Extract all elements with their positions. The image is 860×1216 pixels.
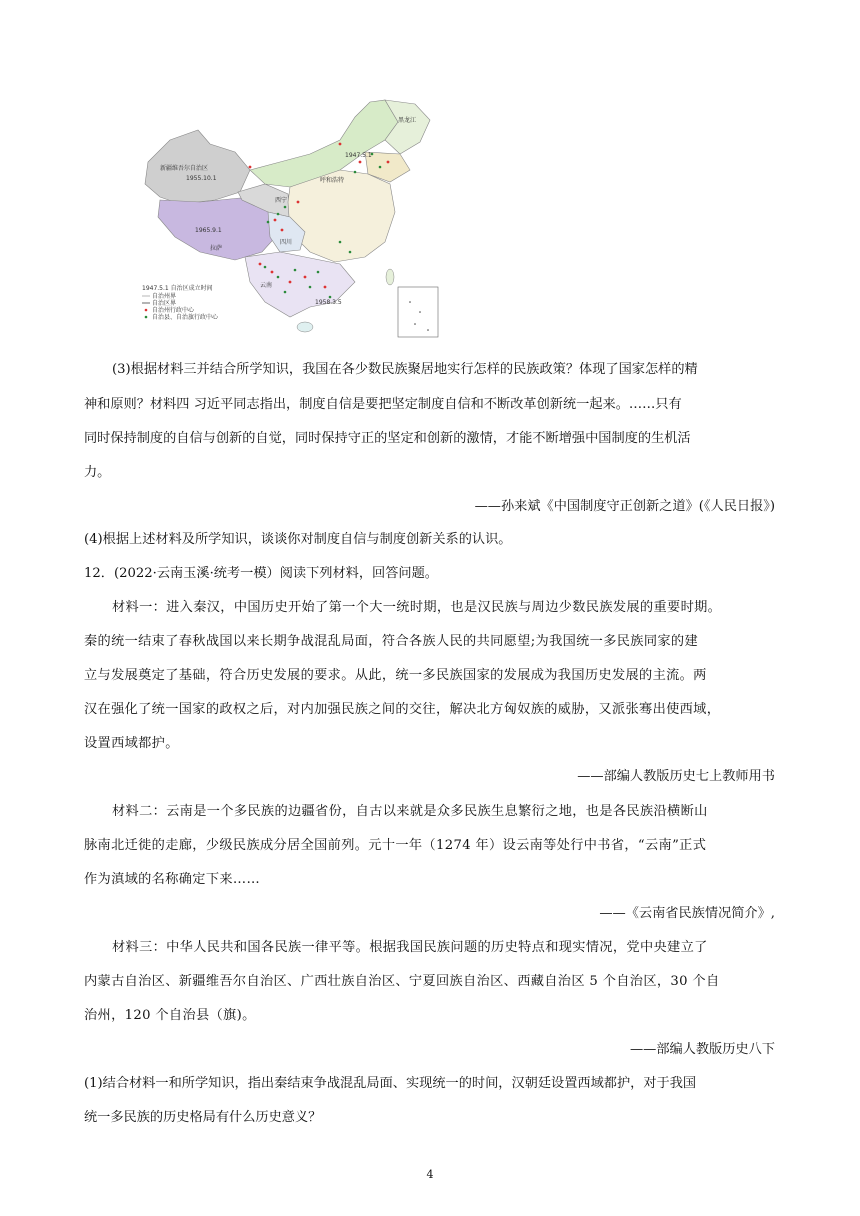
legend-item: 自治州行政中心 [152,307,195,314]
question-3-line-2: 神和原则？材料四 习近平同志指出，制度自信是要把坚定制度自信和不断改革创新统一起来。……只有 [84,397,682,412]
material-1-line-5: 设置西域都护。 [84,736,179,751]
question-1-line-2: 统一多民族的历史格局有什么历史意义？ [84,1110,322,1125]
question-4: (4)根据上述材料及所学知识，谈谈你对制度自信与制度创新关系的认识。 [84,532,512,547]
material-4-source: ——孙来斌《中国制度守正创新之道》(《人民日报》) [474,499,775,514]
material-2-source: ——《云南省民族情况简介》, [599,906,775,921]
map-label-guangxi-date: 1958.3.5 [315,299,342,306]
material-1-source: ——部编人教版历史七上教师用书 [577,769,775,784]
material-1-line-2: 秦的统一结束了春秋战国以来长期争战混乱局面，符合各族人民的共同愿望;为我国统一多民族同家的建 [84,634,698,649]
material-3-line-3: 治州，120 个自治县（旗)。 [84,1008,256,1023]
material-3-line-2: 内蒙古自治区、新疆维吾尔自治区、广西壮族自治区、宁夏回族自治区、西藏自治区 5 个自治区，30 个自 [84,974,720,989]
legend-item: 1947.5.1 自治区成立时间 [142,285,213,292]
map-label-lasa: 拉萨 [210,245,223,252]
legend-item: 自治州界 [152,293,177,300]
map-label-huhehaote: 呼和浩特 [320,177,345,184]
map-svg [140,92,445,342]
material-1-line-1: 材料一：进入秦汉，中国历史开始了第一个大一统时期，也是汉民族与周边少数民族发展的重要时期。 [112,600,722,615]
material-1-line-3: 立与发展奠定了基础，符合历史发展的要求。从此，统一多民族国家的发展成为我国历史发展的主流。两 [84,668,707,683]
material-2-line-3: 作为滇域的名称确定下来…… [84,872,260,887]
question-3-line-1: (3)根据材料三并结合所学知识，我国在各少数民族聚居地实行怎样的民族政策？体现了国家怎样的精 [112,362,698,377]
legend-item: 自治县、自治旗行政中心 [152,314,219,321]
map-label-xinjiang-date: 1955.10.1 [186,175,217,182]
map-label-xinjiang: 新疆维吾尔自治区 [160,165,209,172]
region-taiwan [386,269,394,285]
map-label-heilongjiang: 黑龙江 [398,117,417,124]
material-3-source: ——部编人教版历史八下 [629,1042,775,1057]
region-hainan [297,322,313,332]
question-12-heading: 12．(2022·云南玉溪·统考一模）阅读下列材料，回答问题。 [84,566,438,581]
map-label-neimenggu-date: 1947.5.1 [345,152,372,159]
material-1-line-4: 汉在强化了统一国家的政权之后，对内加强民族之间的交往，解决北方匈奴族的威胁，又派张骞出使西域， [84,702,721,717]
map-legend [142,284,219,321]
page-number: 4 [426,1168,434,1181]
map-label-yunnan: 云南 [260,282,273,289]
material-4-line-1: 同时保持制度的自信与创新的自觉，同时保持守正的坚定和创新的激情，才能不断增强中国制度的生机活 [84,431,691,446]
map-label-sichuan: 四川 [280,239,293,246]
material-2-line-1: 材料二：云南是一个多民族的边疆省份，自古以来就是众多民族生息繁衍之地，也是各民族沿横断山 [112,804,708,819]
material-3-line-1: 材料三：中华人民共和国各民族一律平等。根据我国民族问题的历史特点和现实情况，党中央建立了 [112,940,708,955]
material-2-line-2: 脉南北迁徙的走廊，少级民族成分居全国前列。元十一年（1274 年）设云南等处行中书省，“云南”正式 [84,838,707,853]
china-autonomous-regions-map [140,92,445,342]
question-1-line-1: (1)结合材料一和所学知识，指出秦结束争战混乱局面、实现统一的时间，汉朝廷设置西域都护，对于我国 [84,1076,697,1091]
material-4-line-2: 力。 [84,465,111,480]
south-sea-inset [398,287,438,337]
map-label-xizang-date: 1965.9.1 [195,227,222,234]
legend-item: 自治区界 [152,300,177,307]
map-label-xining: 西宁 [275,197,288,204]
